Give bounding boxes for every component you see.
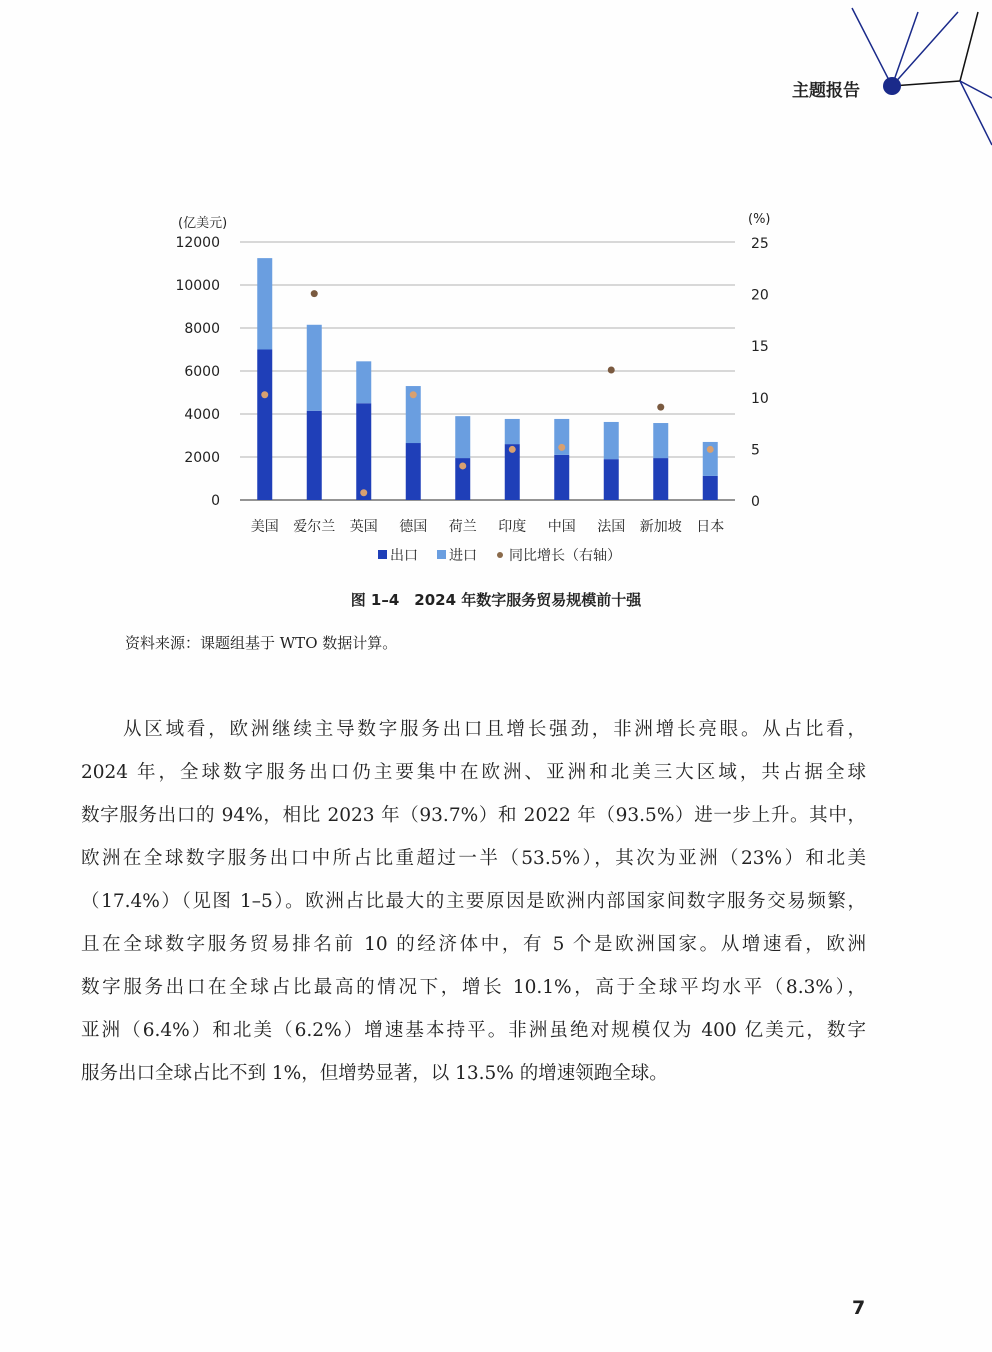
source-note: 资料来源：课题组基于 WTO 数据计算。 [125, 634, 398, 652]
trade-chart [0, 0, 992, 580]
growth-point [459, 462, 466, 469]
y-tick-label: 12000 [175, 235, 220, 251]
bar-export [257, 350, 272, 501]
section-header: 主题报告 [792, 81, 860, 101]
body-line: 数字服务出口在全球占比最高的情况下，增长 10.1%，高于全球平均水平（8.3%）， [81, 977, 866, 998]
y2-tick-label: 20 [751, 287, 769, 304]
y-tick-label: 6000 [184, 364, 220, 380]
bar-import [604, 422, 619, 459]
body-line: 服务出口全球占比不到 1%，但增势显著，以 13.5% 的增速领跑全球。 [81, 1063, 668, 1084]
y-tick-label: 0 [211, 493, 220, 509]
y-tick-label: 8000 [184, 321, 220, 337]
growth-point [261, 391, 268, 398]
growth-point [311, 290, 318, 297]
bar-export [653, 458, 668, 500]
legend-swatch-growth [497, 552, 503, 558]
y-tick-label: 4000 [184, 407, 220, 423]
y-tick-label: 10000 [175, 278, 220, 294]
y-axis-label: (亿美元) [178, 216, 228, 231]
x-tick-label: 德国 [399, 519, 428, 535]
bar-export [307, 411, 322, 500]
growth-point [509, 446, 516, 453]
bar-import [356, 361, 371, 403]
y2-axis-label: (%) [748, 212, 771, 227]
x-tick-label: 日本 [696, 519, 725, 535]
bar-export [554, 455, 569, 500]
x-tick-label: 新加坡 [639, 519, 682, 535]
x-tick-label: 荷兰 [448, 519, 477, 535]
growth-point [558, 444, 565, 451]
legend-label: 进口 [449, 548, 477, 564]
legend-swatch-export [378, 550, 387, 559]
body-paragraph [81, 716, 866, 1103]
x-tick-label: 英国 [349, 519, 378, 535]
legend-label: 同比增长（右轴） [509, 548, 621, 564]
bar-import [257, 258, 272, 349]
body-line: 欧洲在全球数字服务出口中所占比重超过一半（53.5%），其次为亚洲（23%）和北美 [81, 848, 866, 869]
y2-tick-label: 25 [751, 236, 769, 252]
y2-tick-label: 0 [751, 494, 760, 510]
bar-import [505, 419, 520, 444]
bar-export [604, 459, 619, 500]
figure-caption: 图 1–4 2024 年数字服务贸易规模前十强 [350, 591, 642, 609]
y2-tick-label: 10 [751, 390, 769, 407]
body-line: 2024 年，全球数字服务出口仍主要集中在欧洲、亚洲和北美三大区域，共占据全球 [81, 762, 866, 783]
body-line: 从区域看，欧洲继续主导数字服务出口且增长强劲，非洲增长亮眼。从占比看， [123, 719, 866, 740]
bar-import [455, 416, 470, 458]
legend-label: 出口 [390, 548, 418, 564]
growth-point [707, 446, 714, 453]
x-tick-label: 法国 [597, 519, 626, 535]
y2-tick-label: 5 [751, 442, 760, 459]
x-tick-label: 印度 [498, 519, 527, 535]
y-tick-label: 2000 [184, 450, 220, 466]
bar-import [653, 423, 668, 458]
bar-export [356, 403, 371, 500]
y2-tick-label: 15 [751, 339, 769, 356]
x-tick-label: 中国 [547, 519, 576, 535]
growth-point [410, 391, 417, 398]
bar-export [703, 476, 718, 500]
body-line: 数字服务出口的 94%，相比 2023 年（93.7%）和 2022 年（93.5%）进一步上升。其中， [81, 805, 866, 826]
growth-point [360, 489, 367, 496]
growth-point [657, 404, 664, 411]
bar-export [406, 443, 421, 500]
page-number: 7 [852, 1297, 866, 1319]
bar-import [307, 325, 322, 411]
body-line: （17.4%）（见图 1–5）。欧洲占比最大的主要原因是欧洲内部国家间数字服务交易频繁， [81, 891, 866, 912]
x-tick-label: 美国 [250, 519, 279, 535]
body-line: 且在全球数字服务贸易排名前 10 的经济体中，有 5 个是欧洲国家。从增速看，欧洲 [81, 934, 866, 955]
legend-swatch-import [437, 550, 446, 559]
x-tick-label: 爱尔兰 [293, 519, 336, 535]
body-line: 亚洲（6.4%）和北美（6.2%）增速基本持平。非洲虽绝对规模仅为 400 亿美元，数字 [81, 1020, 866, 1041]
growth-point [608, 366, 615, 373]
